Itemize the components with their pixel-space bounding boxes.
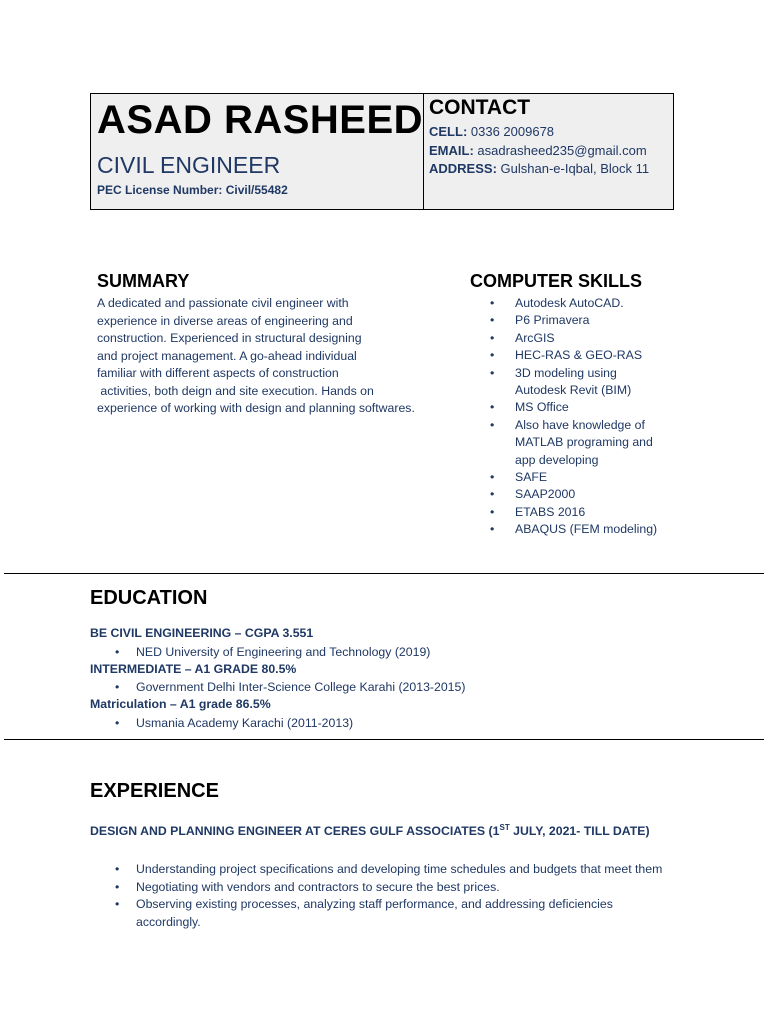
school-text: NED University of Engineering and Technology (2019) <box>136 645 431 659</box>
summary-line: A dedicated and passionate civil engineer with <box>97 296 349 310</box>
skill-text: • ABAQUS (FEM modeling) <box>515 522 658 537</box>
contact-email <box>429 143 647 158</box>
skill-text: • SAAP2000 <box>515 487 576 502</box>
education-degree: Matriculation – A1 grade 86.5% <box>90 697 271 711</box>
license-number: PEC License Number: Civil/55482 <box>97 183 288 197</box>
list-item <box>490 504 657 521</box>
school-text: Usmania Academy Karachi (2011-2013) <box>136 716 354 730</box>
contact-address <box>429 161 649 176</box>
education-school <box>115 680 465 694</box>
candidate-name: ASAD RASHEED <box>97 98 424 142</box>
header-box <box>90 93 674 210</box>
skills-title: COMPUTER SKILLS <box>470 271 643 291</box>
duties-list <box>115 861 675 931</box>
job-title <box>90 823 650 838</box>
email-label: EMAIL: <box>429 143 474 158</box>
list-item <box>490 347 657 364</box>
bullet: • <box>115 680 120 694</box>
list-item <box>115 861 675 879</box>
summary-line: experience in diverse areas of engineering and <box>97 313 353 328</box>
summary-title: SUMMARY <box>97 271 190 291</box>
duty-text: Negotiating with vendors and contractors to secure the best prices. <box>136 879 500 894</box>
skill-text: • HEC-RAS & GEO-RAS <box>515 348 643 363</box>
header-divider <box>423 94 424 209</box>
education-school <box>115 645 430 659</box>
skill-text: MATLAB programing and <box>515 435 653 450</box>
skill-text: app developing <box>515 452 599 467</box>
summary-text <box>97 295 442 418</box>
list-item <box>490 295 657 312</box>
school-text: Government Delhi Inter-Science College Karahi (2013-2015) <box>136 680 466 694</box>
candidate-role: CIVIL ENGINEER <box>97 152 281 178</box>
list-item <box>490 486 657 503</box>
education-degree: BE CIVIL ENGINEERING – CGPA 3.551 <box>90 626 314 640</box>
summary-line: experience of working with design and planning softwares. <box>97 401 415 415</box>
education-title: EDUCATION <box>90 587 208 609</box>
list-item <box>115 879 675 897</box>
experience-title: EXPERIENCE <box>90 780 219 802</box>
skill-text: Autodesk Revit (BIM) <box>515 383 632 398</box>
section-divider <box>4 573 764 574</box>
job-title-start: DESIGN AND PLANNING ENGINEER AT CERES GULF ASSOCIATES (1 <box>90 824 500 839</box>
list-item <box>490 330 657 347</box>
list-item <box>490 417 657 469</box>
cell-value: 0336 2009678 <box>467 124 555 139</box>
skill-text: • Also have knowledge of <box>515 417 645 432</box>
summary-line: construction. Experienced in structural designing <box>97 331 362 345</box>
summary-line: familiar with different aspects of construction <box>97 366 339 380</box>
summary-line: and project management. A go-ahead individual <box>97 348 357 363</box>
education-school <box>115 716 353 730</box>
skills-list <box>490 295 657 539</box>
section-divider <box>4 739 764 740</box>
skill-text: • MS Office <box>515 400 569 415</box>
list-item <box>490 399 657 416</box>
list-item <box>115 896 675 931</box>
job-title-sup: ST <box>499 823 510 832</box>
list-item <box>490 469 657 486</box>
skill-text: • ETABS 2016 <box>515 504 586 519</box>
duty-text: Observing existing processes, analyzing staff performance, and addressing deficiencies accordingly. <box>136 897 613 929</box>
education-degree: INTERMEDIATE – A1 GRADE 80.5% <box>90 662 297 676</box>
list-item <box>490 521 657 538</box>
summary-line: activities, both deign and site execution. Hands on <box>97 383 374 398</box>
skill-text: • 3D modeling using <box>515 365 617 380</box>
bullet: • <box>115 645 120 659</box>
cell-label: CELL: <box>429 124 468 139</box>
skill-text: • SAFE <box>515 470 548 485</box>
skill-text: • ArcGIS <box>515 330 555 345</box>
duty-text: Understanding project specifications and developing time schedules and budgets that meet them <box>136 862 663 876</box>
list-item <box>490 365 657 400</box>
contact-cell <box>429 124 554 139</box>
address-label: ADDRESS: <box>429 161 497 176</box>
skill-text: • P6 Primavera <box>515 313 590 328</box>
bullet: • <box>115 716 120 730</box>
email-value: asadrasheed235@gmail.com <box>473 143 647 158</box>
job-title-end: JULY, 2021- TILL DATE) <box>509 824 650 839</box>
address-value: Gulshan-e-Iqbal, Block 11 <box>496 161 650 176</box>
list-item <box>490 312 657 329</box>
contact-title: CONTACT <box>429 96 531 119</box>
skill-text: • Autodesk AutoCAD. <box>515 296 624 310</box>
